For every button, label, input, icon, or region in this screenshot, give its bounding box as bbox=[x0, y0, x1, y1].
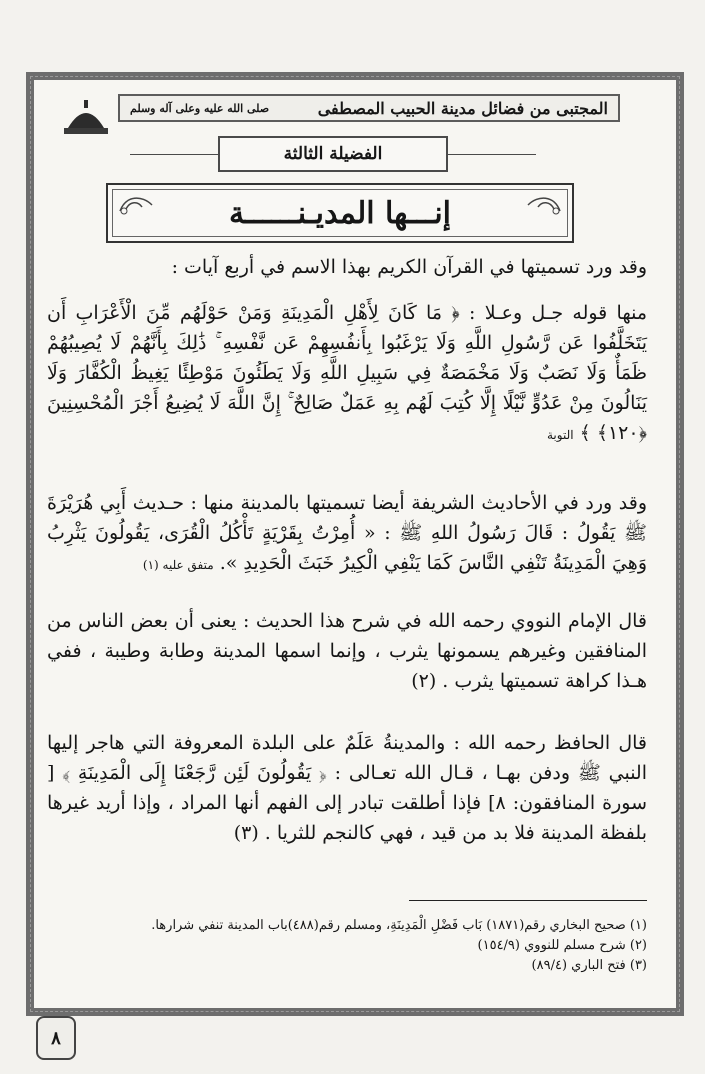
footnote-item: (٢) شرح مسلم للنووي (١٥٤/٩) bbox=[477, 938, 647, 953]
section-title-box bbox=[106, 183, 574, 243]
footnote-item: (١) صحيح البخاري رقم(١٨٧١) بَاب فَضْلِ الْمَدِينَةِ، ومسلم رقم(٤٨٨)باب المدينة تنفي شرارها. bbox=[151, 918, 647, 933]
sura-name: التوبة bbox=[547, 428, 574, 442]
header-salutation: صلى الله عليه وعلى آله وسلم bbox=[130, 101, 270, 115]
book-title: المجتبى من فضائل مدينة الحبيب المصطفى bbox=[317, 98, 608, 118]
book-header bbox=[118, 94, 620, 122]
paragraph-hafiz: قال الحافظ رحمه الله : والمدينةُ عَلَمٌ على البلدة المعروفة التي هاجر إليها النبي ﷺ ودفن بهـا ، قـال الله تعـالى : ﴿ يَقُولُونَ لَئِن رَّجَعْنَا إِلَى الْمَدِينَةِ ﴾ [ سورة المنافقون: ٨] فإذا أطلقت تبادر إلى الفهم أنها المراد ، وإذا أريد غيرها بلفظة المدينة فلا بد من قيد ، فهي كالنجم للثريا . (٣) bbox=[47, 732, 648, 844]
quran-verse: ﴿ مَا كَانَ لِأَهْلِ الْمَدِينَةِ وَمَنْ حَوْلَهُم مِّنَ الْأَعْرَابِ أَن يَتَخَلَّفُوا عَن رَّسُولِ اللَّهِ وَلَا يَرْغَبُوا بِأَنفُسِهِمْ عَن نَّفْسِهِ ۚ ذَٰلِكَ بِأَنَّهُمْ لَا يُصِيبُهُمْ ظَمَأٌ وَلَا نَصَبٌ وَلَا مَخْمَصَةٌ فِي سَبِيلِ اللَّهِ وَلَا يَطَئُونَ مَوْطِئًا يَغِيظُ الْكُفَّارَ وَلَا يَنَالُونَ مِنْ عَدُوٍّ نَّيْلًا إِلَّا كُتِبَ لَهُم بِهِ عَمَلٌ صَالِحٌ ۚ إِنَّ اللَّهَ لَا يُضِيعُ أَجْرَ الْمُحْسِنِينَ ﴿١٢٠﴾ ﴾ bbox=[47, 302, 647, 444]
section-title: إنـــها المديـنــــــة bbox=[228, 195, 452, 231]
paragraph-quran-verse bbox=[47, 298, 647, 450]
chapter-label: الفضيلة الثالثة bbox=[283, 144, 383, 164]
verse-intro: منها قوله جـل وعـلا : bbox=[469, 302, 648, 324]
hadith-text: وقد ورد في الأحاديث الشريفة أيضا تسميتها بالمدينة منها : حـديث أَبِي هُرَيْرَةَ ﷺ يَقُولُ : قَالَ رَسُولُ اللهِ ﷺ : « أُمِرْتُ بِقَرْيَةٍ تَأْكُلُ الْقُرَى، يَقُولُونَ يَثْرِبُ وَهِيَ الْمَدِينَةُ تَنْفِي النَّاسَ كَمَا يَنْفِي الْكِيرُ خَبَثَ الْحَدِيدِ ». bbox=[47, 492, 647, 574]
paragraph-nawawi: قال الإمام النووي رحمه الله في شرح هذا الحديث : يعنى أن بعض الناس من المنافقين وغيرهم يسمونها يثرب ، وإنما اسمها المدينة وطابة وطيبة ، ففي هـذا كراهة تسميتها يثرب . (٢) bbox=[47, 610, 647, 692]
footnote-divider bbox=[409, 900, 647, 901]
floral-ornament-icon bbox=[116, 191, 156, 217]
footnotes bbox=[47, 916, 647, 976]
paragraph-hadith bbox=[47, 488, 647, 580]
hadith-source: متفق عليه (١) bbox=[142, 558, 214, 572]
paragraph-intro: وقد ورد تسميتها في القرآن الكريم بهذا الاسم في أربع آيات : bbox=[171, 256, 647, 278]
chapter-label-box bbox=[218, 136, 448, 172]
mosque-dome-icon bbox=[62, 100, 110, 134]
page-number: ٨ bbox=[36, 1016, 76, 1060]
floral-ornament-icon bbox=[524, 191, 564, 217]
footnote-item: (٣) فتح الباري (٨٩/٤) bbox=[531, 958, 647, 973]
